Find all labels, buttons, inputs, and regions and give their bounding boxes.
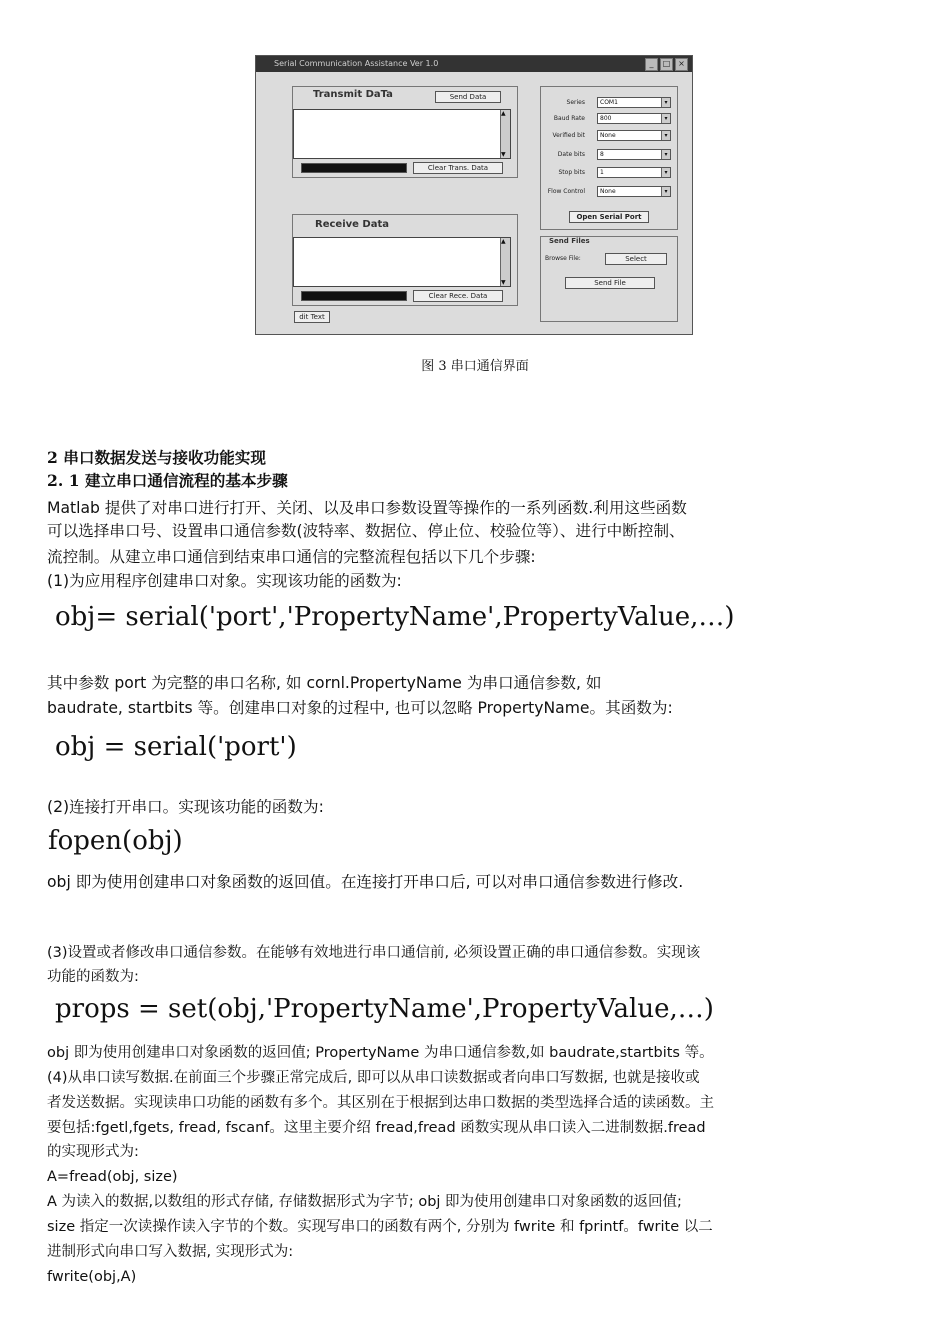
maximize-icon[interactable]: □ (660, 58, 673, 71)
chevron-down-icon: ▾ (661, 98, 670, 107)
paragraph-line: (1)为应用程序创建串口对象。实现该功能的函数为: (47, 572, 402, 590)
chevron-down-icon: ▾ (661, 168, 670, 177)
window-controls (645, 58, 688, 71)
baud-rate-value: 800 (600, 115, 612, 122)
paragraph-line: (2)连接打开串口。实现该功能的函数为: (47, 798, 324, 816)
scrollbar[interactable] (500, 110, 510, 158)
transmit-panel (292, 86, 518, 178)
paragraph-line: obj 即为使用创建串口对象函数的返回值。在连接打开串口后, 可以对串口通信参数进行修改. (47, 873, 684, 891)
paragraph-line: A 为读入的数据,以数组的形式存储, 存储数据形式为字节; obj 即为使用创建串口对象函数的返回值; (47, 1194, 682, 1210)
paragraph-line: 其中参数 port 为完整的串口名称, 如 cornl.PropertyName 为串口通信参数, 如 (47, 674, 602, 692)
send-data-button[interactable]: Send Data (435, 91, 501, 103)
paragraph-line: (3)设置或者修改串口通信参数。在能够有效地进行串口通信前, 必须设置正确的串口通信参数。实现该 (47, 945, 701, 961)
serial-gui-figure (255, 55, 693, 335)
chevron-down-icon: ▾ (661, 187, 670, 196)
stop-bits-value: 1 (600, 169, 604, 176)
send-files-panel (540, 236, 678, 322)
receive-title: Receive Data (315, 219, 389, 230)
transmit-progress-bar (301, 163, 407, 173)
receive-progress-bar (301, 291, 407, 301)
minimize-icon[interactable]: _ (645, 58, 658, 71)
clear-rece-data-button[interactable]: Clear Rece. Data (413, 290, 503, 302)
verified-bit-label: Verified bit (552, 132, 585, 139)
date-bits-label: Date bits (557, 151, 585, 158)
select-file-button[interactable]: Select (605, 253, 667, 265)
send-files-title: Send Files (549, 237, 590, 245)
flow-control-value: None (600, 188, 616, 195)
baud-rate-label: Baud Rate (553, 115, 585, 122)
paragraph-line: 功能的函数为: (47, 969, 139, 985)
open-serial-port-button[interactable]: Open Serial Port (569, 211, 649, 223)
send-file-button[interactable]: Send File (565, 277, 655, 289)
flow-control-select[interactable] (597, 186, 671, 197)
formula-fopen: fopen(obj) (48, 826, 183, 856)
series-label: Series (566, 99, 585, 106)
verified-bit-value: None (600, 132, 616, 139)
clear-trans-data-button[interactable]: Clear Trans. Data (413, 162, 503, 174)
paragraph-line: obj 即为使用创建串口对象函数的返回值; PropertyName 为串口通信参数,如 baudrate,startbits 等。 (47, 1045, 714, 1061)
chevron-down-icon: ▾ (661, 114, 670, 123)
date-bits-select[interactable] (597, 149, 671, 160)
formula-serial-port: obj = serial('port') (55, 732, 297, 762)
paragraph-line: 流控制。从建立串口通信到结束串口通信的完整流程包括以下几个步骤: (47, 548, 536, 566)
browse-file-label: Browse File: (545, 255, 581, 262)
receive-textarea[interactable] (293, 237, 511, 287)
formula-set: props = set(obj,'PropertyName',PropertyValue,…) (55, 994, 714, 1024)
paragraph-line: 进制形式向串口写入数据, 实现形式为: (47, 1244, 294, 1260)
window-titlebar: Serial Communication Assistance Ver 1.0 (256, 56, 692, 72)
paragraph-line: 的实现形式为: (47, 1144, 139, 1160)
section-heading: 2 串口数据发送与接收功能实现 (47, 448, 266, 467)
paragraph-line: 可以选择串口号、设置串口通信参数(波特率、数据位、停止位、校验位等）、进行中断控制、 (47, 522, 685, 540)
paragraph-line: 者发送数据。实现读串口功能的函数有多个。其区别在于根据到达串口数据的类型选择合适的读函数。主 (47, 1095, 714, 1111)
edit-text-box[interactable]: dit Text (294, 311, 330, 323)
chevron-down-icon: ▾ (661, 150, 670, 159)
baud-rate-select[interactable] (597, 113, 671, 124)
stop-bits-select[interactable] (597, 167, 671, 178)
settings-panel (540, 86, 678, 230)
transmit-textarea[interactable] (293, 109, 511, 159)
paragraph-line: 要包括:fgetl,fgets, fread, fscanf。这里主要介绍 fread,fread 函数实现从串口读入二进制数据.fread (47, 1120, 706, 1136)
formula-serial: obj= serial('port','PropertyName',PropertyValue,…) (55, 602, 735, 632)
flow-control-label: Flow Control (547, 188, 585, 195)
verified-bit-select[interactable] (597, 130, 671, 141)
paragraph-line: A=fread(obj, size) (47, 1169, 178, 1185)
paragraph-line: size 指定一次读操作读入字节的个数。实现写串口的函数有两个, 分别为 fwrite 和 fprintf。fwrite 以二 (47, 1219, 713, 1235)
paragraph-line: baudrate, startbits 等。创建串口对象的过程中, 也可以忽略 PropertyName。其函数为: (47, 699, 673, 717)
chevron-down-icon: ▾ (661, 131, 670, 140)
scrollbar[interactable] (500, 238, 510, 286)
paragraph-line: fwrite(obj,A) (47, 1269, 137, 1285)
stop-bits-label: Stop bits (558, 169, 585, 176)
transmit-title: Transmit DaTa (313, 89, 393, 100)
receive-panel (292, 214, 518, 306)
date-bits-value: 8 (600, 151, 604, 158)
close-icon[interactable]: × (675, 58, 688, 71)
paragraph-line: Matlab 提供了对串口进行打开、关闭、以及串口参数设置等操作的一系列函数.利用这些函数 (47, 499, 687, 517)
subsection-heading: 2. 1 建立串口通信流程的基本步骤 (47, 471, 288, 490)
series-value: COM1 (600, 99, 618, 106)
series-select[interactable] (597, 97, 671, 108)
paragraph-line: (4)从串口读写数据.在前面三个步骤正常完成后, 即可以从串口读数据或者向串口写数据, 也就是接收或 (47, 1070, 700, 1086)
figure-caption: 图 3 串口通信界面 (421, 359, 529, 374)
